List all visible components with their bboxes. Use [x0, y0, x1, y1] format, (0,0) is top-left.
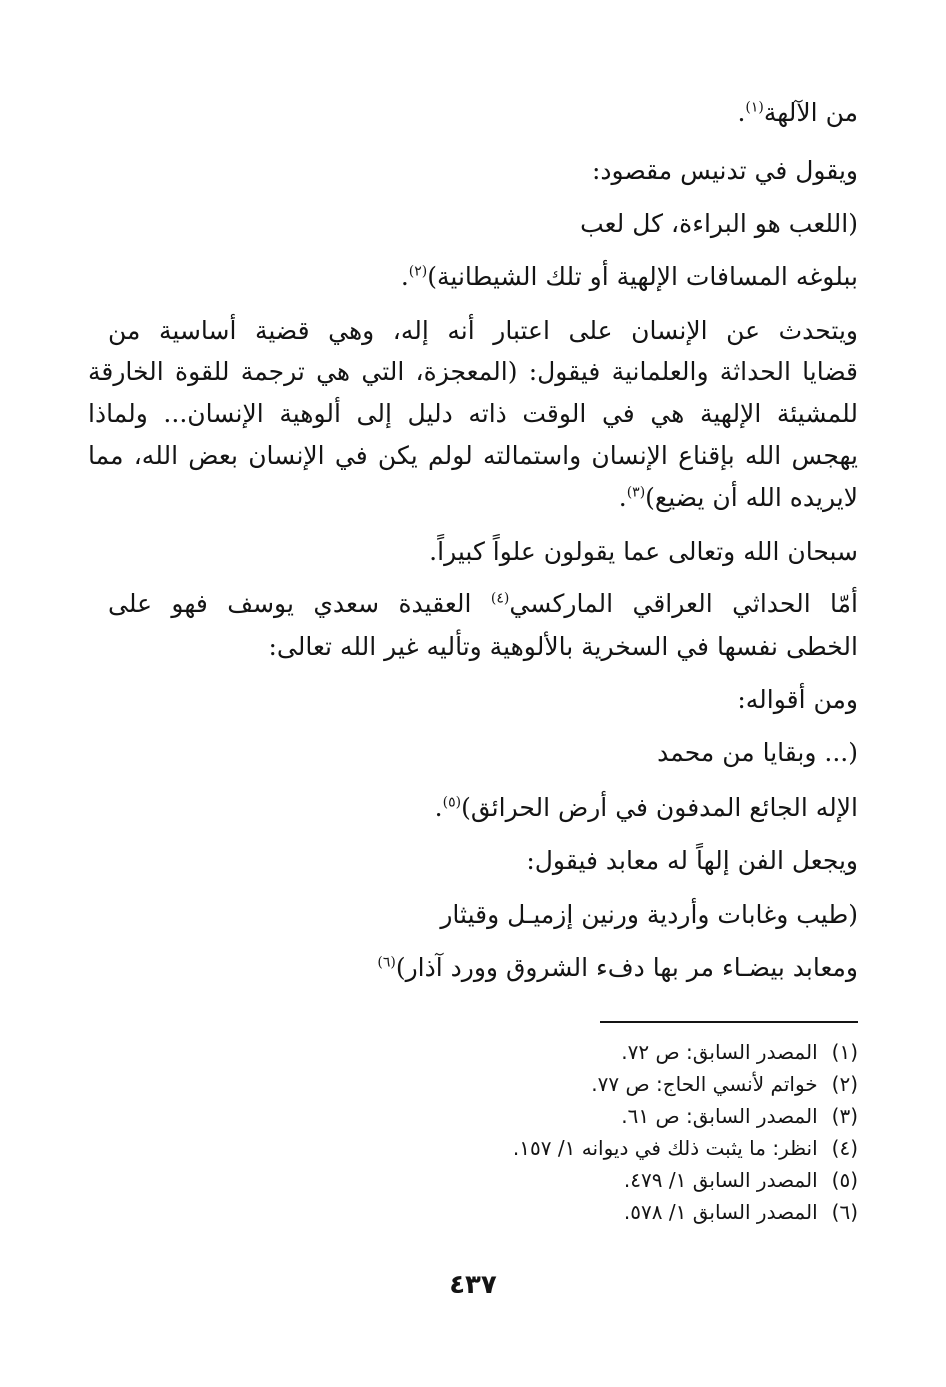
paragraph-line: لايريده الله أن يضيع)$^{(٣)}$. — [618, 483, 858, 512]
paragraph-line: يهجس الله بإقناع الإنسان واستمالته لولم يكن في الإنسان بعض الله، مما — [88, 441, 858, 470]
footnote-number: (٣) — [831, 1104, 858, 1128]
footnote-text: انظر: ما يثبت ذلك في ديوانه ١/ ١٥٧. — [512, 1136, 818, 1160]
paragraph-line: قضايا الحداثة والعلمانية فيقول: (المعجزة، التي هي ترجمة للقوة الخارقة — [88, 357, 858, 386]
verse-line: (اللعب هو البراءة، كل لعب — [580, 209, 858, 238]
text-line: من الآلهة$^{(١)}$. — [737, 98, 858, 127]
footnote-text: المصدر السابق: ص ٧٢. — [621, 1040, 818, 1064]
verse-line: الإله الجائع المدفون في أرض الحرائق)$^{(٥)}$. — [434, 793, 858, 822]
footnote — [621, 1038, 858, 1066]
verse-line: (... وبقايا من محمد — [657, 738, 858, 767]
verse-line — [377, 950, 858, 986]
verse-line: ببلوغه المسافات الإلهية أو تلك الشيطانية)$^{(٢)}$. — [400, 262, 858, 291]
footnote-text: المصدر السابق ١/ ٥٧٨. — [623, 1200, 818, 1224]
verse-line: (طيب وغابات وأردية ورنين إزميـل وقيثار — [440, 900, 858, 929]
footnote — [624, 1166, 858, 1194]
page-number: ٤٣٧ — [449, 1270, 497, 1300]
footnote-text: المصدر السابق: ص ٦١. — [621, 1104, 818, 1128]
line-text: العقيدة سعدي يوسف فهو على — [108, 589, 491, 618]
footnote-number: (١) — [831, 1040, 858, 1064]
paragraph-line: للمشيئة الإلهية هي في الوقت ذاته دليل إلى ألوهية الإنسان... ولماذا — [88, 399, 858, 428]
text-line: ومن أقواله: — [737, 685, 858, 714]
footnote-ref: (٥) — [442, 794, 462, 811]
paragraph-line: الخطى نفسها في السخرية بالألوهية وتأليه غير الله تعالى: — [268, 632, 858, 661]
line-text: الإله الجائع المدفون في أرض الحرائق) — [461, 793, 858, 822]
footnote-number: (٦) — [831, 1200, 858, 1224]
line-text: ومعابد بيضـاء مر بها دفء الشروق وورد آذار) — [395, 953, 858, 982]
footnote-ref: (٤) — [490, 590, 510, 607]
text-line: ويقول في تدنيس مقصود: — [591, 156, 858, 185]
footnote-text: خواتم لأنسي الحاج: ص ٧٧. — [591, 1072, 818, 1096]
line-text: ببلوغه المسافات الإلهية أو تلك الشيطانية) — [427, 262, 858, 291]
paragraph-line — [108, 586, 858, 622]
footnote-ref: (٢) — [408, 263, 428, 280]
footnote-text: المصدر السابق ١/ ٤٧٩. — [623, 1168, 818, 1192]
footnote — [591, 1070, 858, 1098]
footnote-number: (٥) — [831, 1168, 858, 1192]
text-line: سبحان الله وتعالى عما يقولون علواً كبيراً. — [429, 537, 858, 566]
footnote-separator — [600, 1021, 858, 1023]
paragraph-line: ويتحدث عن الإنسان على اعتبار أنه إله، وهي قضية أساسية من — [108, 316, 858, 345]
footnote-number: (٢) — [831, 1072, 858, 1096]
line-text: أمّا الحداثي العراقي الماركسي — [509, 589, 858, 618]
line-text: لايريده الله أن يضيع) — [645, 483, 858, 512]
footnote-number: (٤) — [831, 1136, 858, 1160]
footnote-ref: (٣) — [626, 484, 646, 501]
footnote-ref: (٦) — [377, 954, 396, 971]
text-line: ويجعل الفن إلهاً له معابد فيقول: — [526, 846, 858, 875]
footnote — [513, 1134, 858, 1162]
footnote — [624, 1198, 858, 1226]
footnote-ref: (١) — [745, 99, 764, 116]
footnote — [621, 1102, 858, 1130]
line-text: من الآلهة — [763, 98, 858, 127]
